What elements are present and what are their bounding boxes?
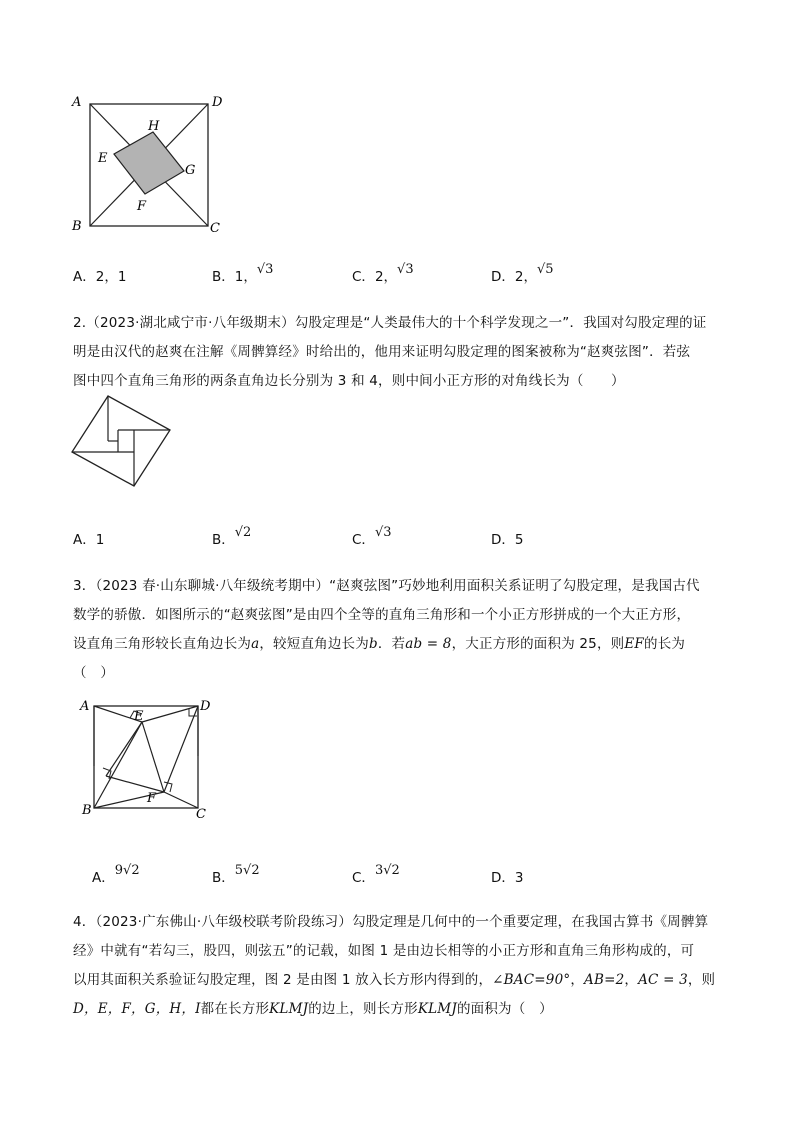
q2-option-a[interactable]: A．1	[73, 532, 105, 548]
label-b: B	[72, 219, 82, 234]
q1-option-c[interactable]: C．2，√3	[352, 262, 414, 285]
q3-label-f: F	[147, 791, 157, 806]
label-c: C	[210, 221, 220, 236]
q3-label-a: A	[80, 699, 90, 714]
figure-square-efgh	[68, 92, 228, 236]
label-f: F	[137, 199, 147, 214]
q3-option-b[interactable]: B．5√2	[212, 863, 260, 886]
q3-label-b: B	[82, 803, 92, 818]
label-g: G	[185, 163, 196, 178]
q2-option-d[interactable]: D．5	[491, 532, 524, 548]
q3-option-a[interactable]: A．9√2	[92, 863, 140, 886]
q3-label-c: C	[196, 807, 206, 822]
q2-stem: 2.（2023·湖北咸宁市·八年级期末）勾股定理是“人类最伟大的十个科学发现之一”．我国对勾股定理的证 明是由汉代的赵爽在注解《周髀算经》时给出的，他用来证明勾股定理的图案被称为“赵爽弦图”．若弦 图中四个直角三角形的两条直角边长分别为 3 和 4，则中间小正方形的对角线长为（ ）	[73, 315, 707, 389]
q2-option-c[interactable]: C．√3	[352, 525, 392, 548]
q3-option-c[interactable]: C．3√2	[352, 863, 400, 886]
q1-option-b[interactable]: B．1，√3	[212, 262, 274, 285]
q3-label-d: D	[200, 699, 211, 714]
label-h: H	[148, 119, 160, 134]
figure-zhao-shuang-tilted	[68, 394, 178, 490]
figure-zhao-shuang-square	[76, 696, 216, 824]
q3-stem: 3．（2023 春·山东聊城·八年级统考期中）“赵爽弦图”巧妙地利用面积关系证明了勾股定理，是我国古代 数学的骄傲．如图所示的“赵爽弦图”是由四个全等的直角三角形和一个小正方形拼成的一个大正方形， 设直角三角形较长直角边长为a，较短直角边长为b．若ab = 8，大正方形的面积为 25，则EF的长为 （ ）	[73, 578, 700, 681]
label-e: E	[98, 151, 108, 166]
q3-option-d[interactable]: D．3	[491, 870, 524, 886]
q3-label-e: E	[134, 709, 144, 724]
q2-option-b[interactable]: B．√2	[212, 525, 252, 548]
q1-option-a[interactable]: A．2，1	[73, 269, 127, 285]
label-a: A	[72, 95, 82, 110]
q4-stem: 4．（2023·广东佛山·八年级校联考阶段练习）勾股定理是几何中的一个重要定理，在我国古算书《周髀算 经》中就有“若勾三，股四，则弦五”的记载，如图 1 是由边长相等的小正方形和直角三角形构成的，可 以用其面积关系验证勾股定理，图 2 是由图 1 放入长方形内得到的，∠BAC=90°，AB=2，AC = 3，则 D，E，F，G，H，I都在长方形KLMJ的边上，则长方形KLMJ的面积为（ ）	[73, 914, 716, 1017]
label-d: D	[212, 95, 223, 110]
q1-option-d[interactable]: D．2，√5	[491, 262, 554, 285]
